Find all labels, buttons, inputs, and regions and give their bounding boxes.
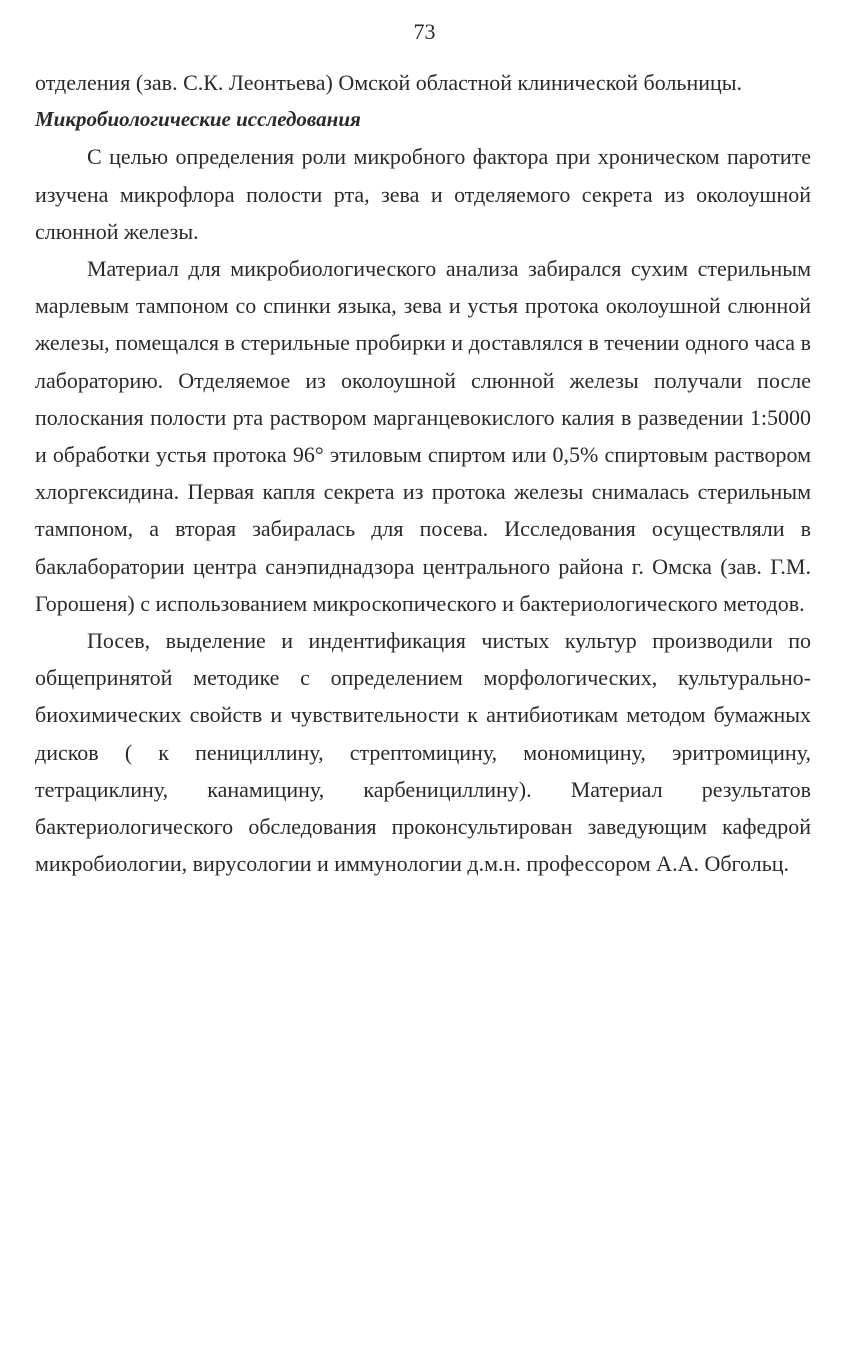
- page-number: 73: [413, 19, 436, 44]
- paragraph-material: Материал для микробиологического анализа забирался сухим стерильным марлевым тампоном со спинки языка, зева и устья протока околоушной слюнной железы, помещался в стерильные пробирки и доставлялся в течении одного часа в лабораторию. Отделяемое из околоушной слюнной железы получали после полоскания полости рта раствором марганцевокислого калия в разведении 1:5000 и обработки устья протока 96° этиловым спиртом или 0,5% спиртовым раствором хлоргексидина. Первая капля секрета из протока железы снималась стерильным тампоном, а вторая забиралась для посева. Исследования осуществляли в баклаборатории центра санэпиднадзора центрального района г. Омска (зав. Г.М. Горошеня) с использованием микроскопического и бактериологического методов.: [35, 256, 811, 616]
- paragraph-continuation: отделения (зав. С.К. Леонтьева) Омской областной клинической больницы.: [35, 70, 743, 95]
- document-body: [35, 64, 811, 882]
- section-heading: Микробиологические исследования: [35, 107, 361, 132]
- paragraph-methods: Посев, выделение и индентификация чистых культур производили по общепринятой методике с определением морфологических, культурально-биохимических свойств и чувствительности к антибиотикам методом бумажных дисков ( к пенициллину, стрептомицину, мономицину, эритромицину, тетрациклину, канамицину, карбенициллину). Материал результатов бактериологического обследования проконсультирован заведующим кафедрой микробиологии, вирусологии и иммунологии д.м.н. профессором А.А. Обгольц.: [35, 628, 811, 877]
- paragraph-purpose: С целью определения роли микробного фактора при хроническом паротите изучена микрофлора полости рта, зева и отделяемого секрета из околоушной слюнной железы.: [35, 144, 811, 244]
